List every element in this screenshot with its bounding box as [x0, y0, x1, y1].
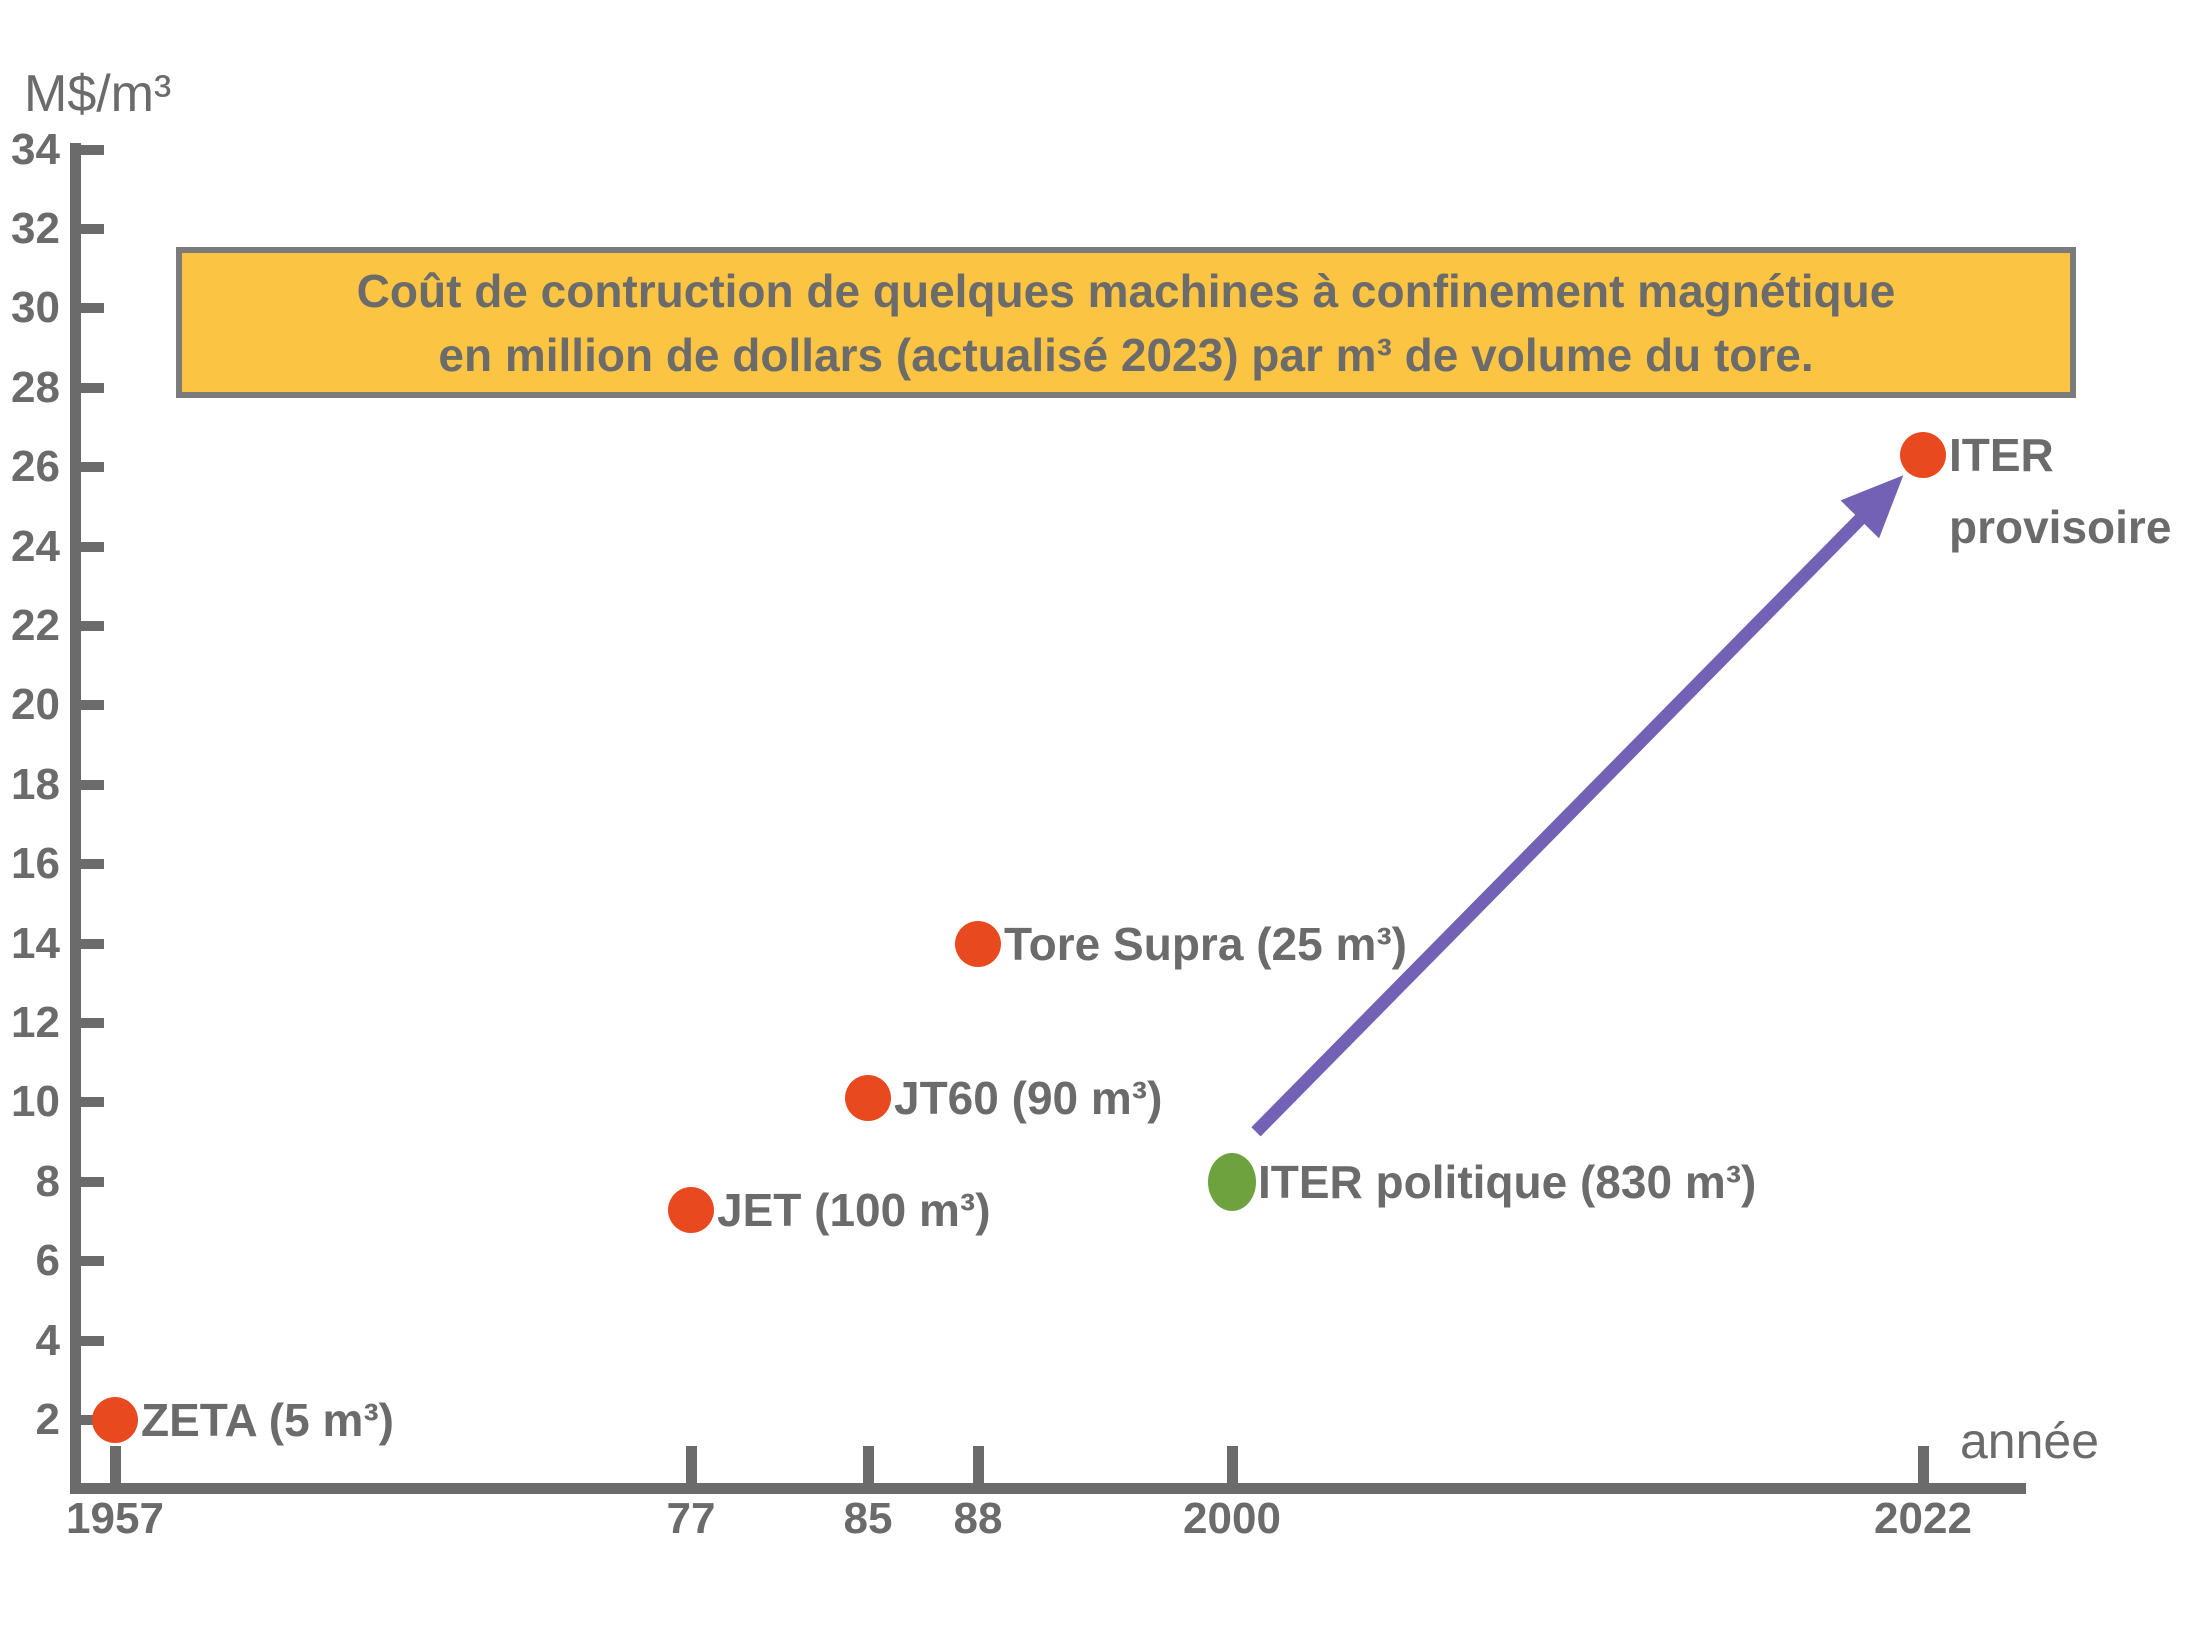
y-tick-label: 2	[35, 1395, 60, 1444]
y-tick-label: 16	[11, 839, 60, 889]
data-point-iter-provisoire	[1900, 432, 1946, 478]
y-axis-label: M$/m³	[24, 65, 172, 123]
y-tick-label: 4	[35, 1315, 60, 1365]
y-tick-label: 24	[11, 521, 60, 571]
trend-arrow-shaft	[1256, 511, 1868, 1132]
chart-title-line-1: Coût de contruction de quelques machines à confinement magnétique	[356, 265, 1896, 317]
data-point-label-line: JT60 (90 m³)	[894, 1072, 1163, 1125]
y-tick-label: 8	[35, 1156, 60, 1206]
x-tick-label: 1957	[66, 1494, 164, 1543]
data-point-zeta	[92, 1397, 138, 1443]
x-tick-label: 77	[666, 1494, 716, 1543]
y-tick-label: 26	[11, 442, 60, 492]
chart-title-line-2: en million de dollars (actualisé 2023) par m³ de volume du tore.	[438, 329, 1814, 381]
data-point-jet	[668, 1187, 714, 1233]
x-tick-label: 85	[843, 1494, 893, 1543]
x-tick-label: 2000	[1183, 1494, 1281, 1543]
y-tick-label: 14	[11, 918, 60, 968]
x-axis-label: année	[1960, 1413, 2100, 1469]
data-point-iter-politique	[1208, 1153, 1256, 1211]
y-tick-label: 30	[11, 283, 60, 333]
data-point-label-line: ZETA (5 m³)	[141, 1394, 394, 1446]
data-point-label-line: Tore Supra (25 m³)	[1004, 917, 1407, 970]
y-tick-label: 34	[11, 124, 60, 174]
y-tick-label: 32	[11, 204, 60, 253]
y-tick-label: 6	[35, 1236, 60, 1286]
y-tick-label: 12	[11, 998, 60, 1047]
y-tick-label: 10	[11, 1077, 60, 1127]
x-tick-label: 88	[953, 1494, 1003, 1543]
y-tick-label: 20	[11, 680, 60, 730]
data-point-label-line: JET (100 m³)	[717, 1183, 991, 1236]
x-tick-label: 2022	[1874, 1494, 1972, 1543]
data-point-label-line: ITER	[1949, 429, 2054, 482]
y-tick-label: 28	[11, 362, 60, 412]
y-tick-label: 22	[11, 601, 60, 650]
data-point-label-line: provisoire	[1949, 501, 2172, 554]
data-point-label-line: ITER politique (830 m³)	[1258, 1155, 1757, 1208]
y-tick-label: 18	[11, 759, 60, 809]
data-point-tore-supra	[955, 921, 1001, 967]
